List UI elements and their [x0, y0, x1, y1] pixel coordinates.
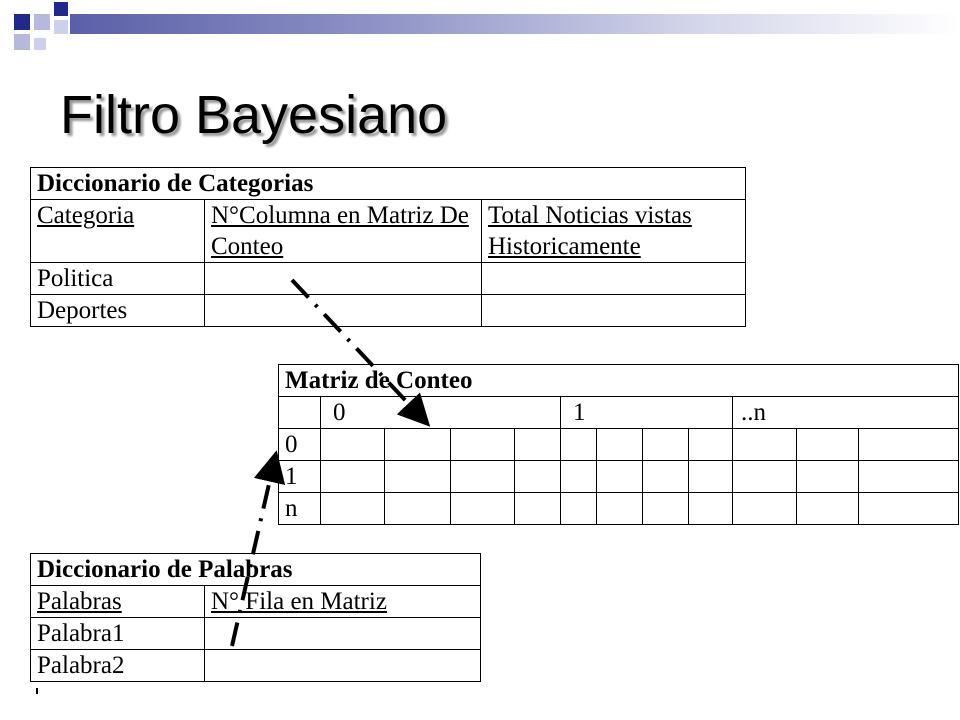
- palabras-title: Diccionario de Palabras: [31, 554, 481, 586]
- categorias-cell: Politica: [31, 263, 205, 295]
- categorias-header-columna: N°Columna en Matriz De Conteo: [205, 200, 482, 263]
- matriz-col-label: 0: [321, 397, 561, 429]
- categorias-title: Diccionario de Categorias: [31, 168, 746, 200]
- matriz-col-label: 1: [561, 397, 733, 429]
- categorias-header-total: Total Noticias vistas Historicamente: [482, 200, 746, 263]
- palabras-cell: Palabra1: [31, 618, 205, 650]
- arrow-columna-to-matriz: [292, 280, 422, 418]
- slide-title: Filtro Bayesiano: [60, 85, 448, 145]
- matriz-title: Matriz de Conteo: [279, 365, 959, 397]
- categorias-header-categoria: Categoria: [31, 200, 205, 263]
- arrow-palabras-to-matriz: [232, 462, 274, 646]
- matriz-row-label: 1: [279, 461, 321, 493]
- palabras-header-palabras: Palabras: [31, 586, 205, 618]
- matriz-col-label: ..n: [733, 397, 959, 429]
- palabras-header-fila: N° Fila en Matriz: [205, 586, 481, 618]
- corner-tick-mark: [36, 688, 38, 694]
- matriz-row-label: n: [279, 493, 321, 525]
- matriz-row-label: 0: [279, 429, 321, 461]
- categorias-cell: Deportes: [31, 295, 205, 327]
- palabras-cell: Palabra2: [31, 650, 205, 682]
